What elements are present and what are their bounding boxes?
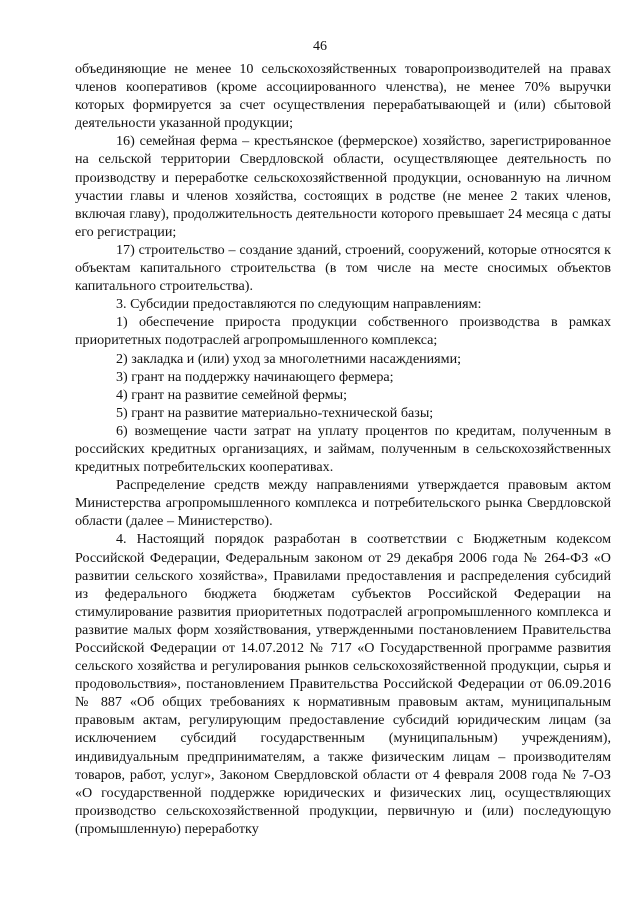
list-item-6: 6) возмещение части затрат на уплату процентов по кредитам, полученным в российских кредитных организациях, и займам, полученным в сельскохозяйственных кредитных потребительских кооперативах.	[75, 422, 611, 476]
clause-3-heading: 3. Субсидии предоставляются по следующим направлениям:	[116, 296, 482, 313]
page-number: 46	[313, 39, 327, 54]
clause-4-paragraph: 4. Настоящий порядок разработан в соответствии с Бюджетным кодексом Российской Федерации, Федеральным законом от 29 декабря 2006 года № 264-ФЗ «О развитии сельского хозяйства», Правилами предоставления и распределения субсидий из федерального бюджета бюджетам субъектов Российской Федерации на стимулирование развития приоритетных подотраслей агропромышленного комплекса и развитие малых форм хозяйствования, утвержденными постановлением Правительства Российской Федерации от 14.07.2012 № 717 «О Государственной программе развития сельского хозяйства и регулирования рынков сельскохозяйственной продукции, сырья и продовольствия», постановлением Правительства Российской Федерации от 06.09.2016 № 887 «Об общих требованиях к нормативным правовым актам, муниципальным правовым актам, регулирующим предоставление субсидий юридическим лицам (за исключением субсидий государственным (муниципальным) учреждениям), индивидуальным предпринимателям, а также физическим лицам – производителям товаров, работ, услуг», Законом Свердловской области от 4 февраля 2008 года № 7-ОЗ «О государственной поддержке юридических и физических лиц, осуществляющих производство сельскохозяйственной продукции, первичную и (или) последующую (промышленную) переработку	[75, 531, 611, 837]
definition-17-construction: 17) строительство – создание зданий, строений, сооружений, которые относятся к объектам капитального строительства (в том числе на месте сносимых объектов капитального строительства).	[75, 241, 611, 295]
list-item-3: 3) грант на поддержку начинающего фермера;	[116, 368, 394, 385]
list-item-5: 5) грант на развитие материально-технической базы;	[116, 404, 434, 421]
list-item-2: 2) закладка и (или) уход за многолетними насаждениями;	[116, 350, 462, 367]
list-item-4: 4) грант на развитие семейной фермы;	[116, 386, 348, 403]
list-item-1: 1) обеспечение прироста продукции собственного производства в рамках приоритетных подотраслей агропромышленного комплекса;	[75, 314, 611, 349]
document-body	[75, 60, 611, 838]
definition-16-family-farm: 16) семейная ферма – крестьянское (фермерское) хозяйство, зарегистрированное на сельской территории Свердловской области, осуществляющее деятельность по производству и переработке сельскохозяйственной продукции, основанную на личном участии главы и членов хозяйства, состоящих в родстве (не менее 2 таких членов, включая главу), продолжительность деятельности которого превышает 24 месяца с даты его регистрации;	[75, 133, 611, 240]
paragraph-continuation: объединяющие не менее 10 сельскохозяйственных товаропроизводителей на правах членов кооперативов (кроме ассоциированного членства), не менее 70% выручки которых формируется за счет осуществления перерабатывающей и (или) сбытовой деятельности указанной продукции;	[75, 61, 611, 132]
distribution-paragraph: Распределение средств между направлениями утверждается правовым актом Министерства агропромышленного комплекса и потребительского рынка Свердловской области (далее – Министерство).	[75, 477, 611, 530]
